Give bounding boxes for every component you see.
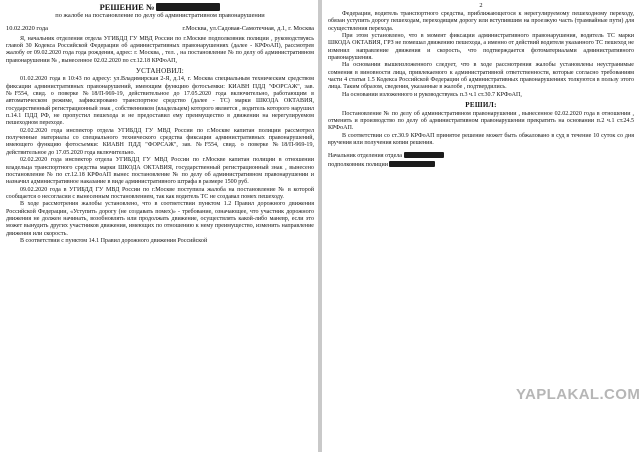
body-paragraph: 02.02.2020 года инспектор отдела УГИБДД ГУ МВД России по г.Москве капитан полиции рассмотрел полученные материалы со специального технического средства фиксации административных правонарушений, имеющего функцию фотосъемки: КИАВН ПДД "ФОРСАЖ", зав. №F554, свид. о поверке №18/П-969-19, действительное до 17.05.2020 года включительно. xyxy=(6,127,314,156)
document-subtitle: по жалобе на постановление по делу об административном правонарушении xyxy=(55,12,265,19)
redaction xyxy=(156,3,220,11)
document-page-right xyxy=(322,0,640,452)
section-heading-reshil: РЕШИЛ: xyxy=(465,101,497,110)
document-place: г.Москва, ул.Садовая-Самотечная, д.1, г. Москва xyxy=(182,24,314,32)
body-paragraph: Федерации, водитель транспортного средства, приближающегося к нерегулируемому пешеходному переходу, обязан уступить дорогу пешеходам, переходящим дорогу или вступившим на проезжую часть (трамвайные пути) для осуществления перехода. xyxy=(328,11,634,32)
page-number: 2 xyxy=(479,2,483,9)
body-paragraph: В соответствии с пунктом 14.1 Правил дорожного движения Российской xyxy=(20,237,208,244)
signature-line: подполковник полиции xyxy=(328,161,634,169)
document-title: РЕШЕНИЕ № xyxy=(6,3,314,12)
body-paragraph: При этом установлено, что в момент фиксации административного правонарушения, водитель ТС марки ШКОДА ОКТАВИЯ, ГРЗ не помешал движению пешехода, а именно от действий водителя указанного ТС пешеход не изменил направление движения и скорость, что подтверждается фотоматериалами административного правонарушения. xyxy=(328,33,634,62)
body-paragraph: На основании вышеизложенного следует, что в ходе рассмотрения жалобы установлены неустранимые сомнения в виновности лица, привлекаемого к административной ответственности, которые согласно требованиям части 4 статьи 1.5 Кодекса Российской Федерации об административных правонарушениях толкуются в пользу этого лица. Таким образом, сведения, указанные в жалобе , подтвердились. xyxy=(328,62,634,91)
body-paragraph: 02.02.2020 года инспектор отдела УГИБДД ГУ МВД России по г.Москве капитан полиции в отношении владельца транспортного средства марки ШКОДА ОКТАВИЯ, государственный регистрационный знак , вынесено постановление № по ст.12.18 КРФоАП вынес постановление № по делу об административном правонарушении и назначил административное наказание в виде административного штрафа в размере 1500 руб. xyxy=(6,157,314,186)
body-paragraph: В ходе рассмотрения жалобы установлено, что в соответствии пунктом 1.2 Правил дорожного движения Российской Федерации, «Уступить дорогу (не создавать помех)» - требование, означающее, что участник дорожного движения не должен начинать, возобновлять или продолжать движение, осуществлять какой-либо маневр, если это может вынудить других участников движения, имеющих по отношению к нему преимущество, изменить направление движения или скорость. xyxy=(6,201,314,237)
redaction xyxy=(389,161,435,167)
document-page-left xyxy=(0,0,318,452)
decision-paragraph: В соответствии со ст.30.9 КРФоАП принятое решение может быть обжаловано в суд в течение 10 суток со дня вручения или получения копии решения. xyxy=(328,132,634,146)
document-date: 10.02.2020 года xyxy=(6,24,48,32)
section-heading-ustanovil: УСТАНОВИЛ: xyxy=(135,66,185,75)
date-place-row xyxy=(6,25,314,33)
watermark: YAPLAKAL.COM xyxy=(516,386,640,403)
signature-line: Начальник отделения отдела xyxy=(328,152,634,160)
body-paragraph: На основании изложенного и руководствуясь п.3 ч.1 ст.30.7 КРФоАП, xyxy=(342,91,522,98)
decision-paragraph: Постановление № по делу об административном правонарушении , вынесенное 02.02.2020 года в отношении , отменить и производство по делу об административном правонарушении прекратить на основании п.2 ч.1 ст.24.5 КРФоАП. xyxy=(328,110,634,132)
redaction xyxy=(404,152,444,158)
body-paragraph: 09.02.2020 года в УГИБДД ГУ МВД России по г.Москве поступила жалоба на постановление № в которой сообщается о несогласии с вынесенным постановлением, так как водитель ТС не создавал помех пешеходу. xyxy=(6,186,314,200)
intro-paragraph: Я, начальник отделения отдела УГИБДД ГУ МВД России по г.Москве подполковник полиции , руководствуясь главой 30 Кодекса Российской Федерации об административных правонарушениях (далее - КРФоАП), рассмотрев жалобу от 09.02.2020 года года рождения, адрес: г. Москва, , тел. , на постановление № по делу об административном правонарушении № , вынесенное 02.02.2020 по ст.12.18 КРФоАП, xyxy=(6,35,314,64)
body-paragraph: 01.02.2020 года в 10:43 по адресу: ул.Владимирская 2-Я, д.14, г. Москва специальным техническим средством фиксации административных правонарушений, имеющим функцию фотосъемки: КИАВН ПДД "ФОРСАЖ", зав. №F554, свид. о поверке №18/П-969-19, действительное до 17.05.2020 года включительно, работающим в автоматическом режиме, зафиксировано транспортное средство (далее - ТС) марки ШКОДА ОКТАВИЯ, государственный регистрационный знак , собственником (владельцем) которого является , водитель которого нарушил п.14.1 ПДД РФ, не пропустил пешехода и не предоставил ему преимущество в движении на нерегулируемом пешеходном переходе. xyxy=(6,76,314,127)
